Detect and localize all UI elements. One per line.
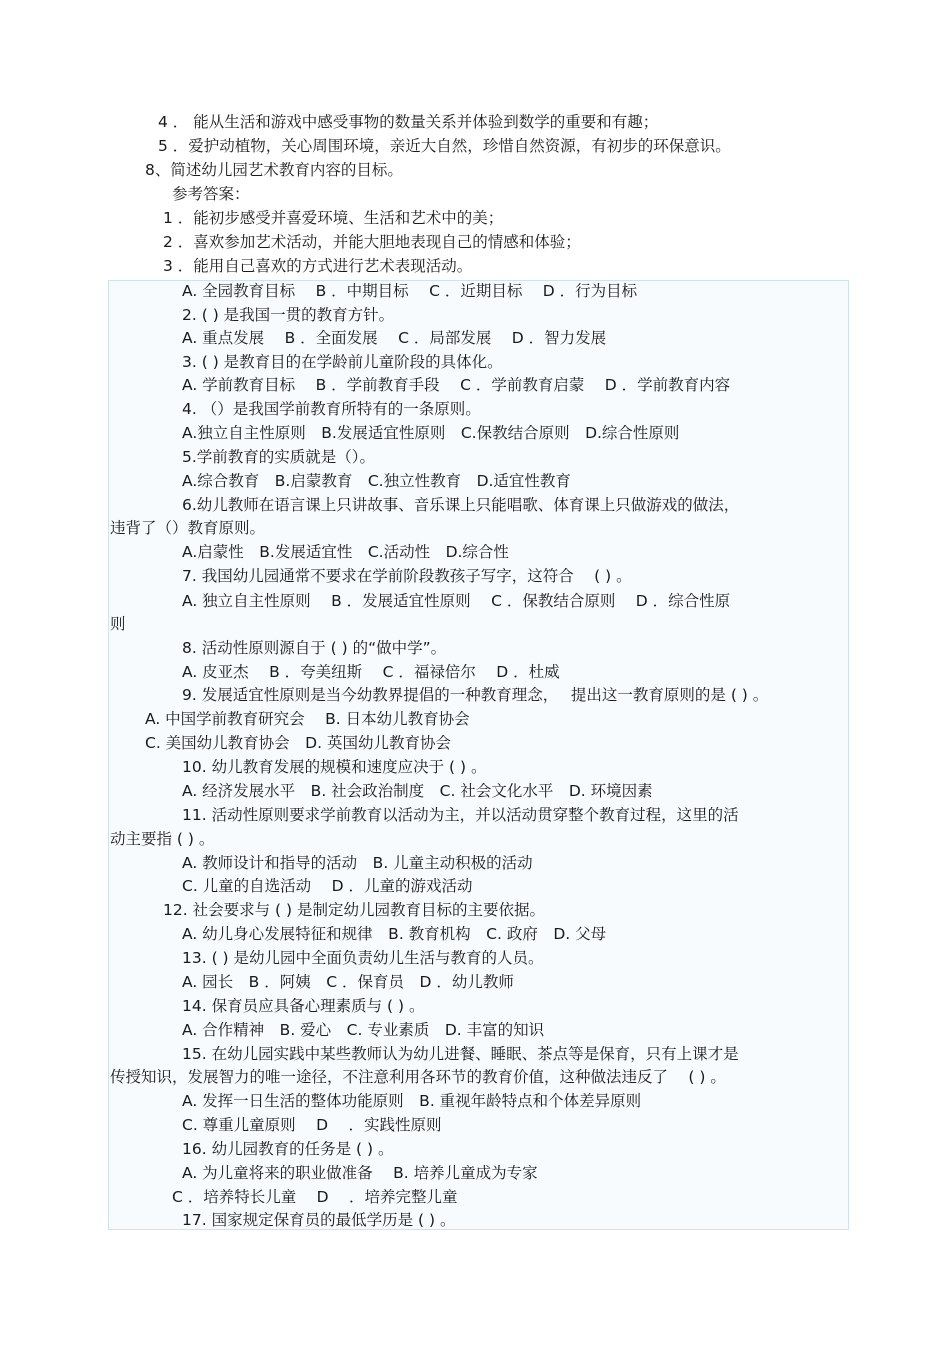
q13-stem: 13. ( ) 是幼儿园中全面负责幼儿生活与教育的人员。 — [182, 949, 544, 967]
answer-line-5: 5 ．爱护动植物，关心周围环境，亲近大自然，珍惜自然资源，有初步的环保意识。 — [158, 137, 731, 155]
q16-stem: 16. 幼儿园教育的任务是 ( ) 。 — [182, 1140, 394, 1158]
q7-stem: 7. 我国幼儿园通常不要求在学前阶段教孩子写字，这符合 ( ) 。 — [182, 567, 632, 585]
q13-options: A. 园长 B ．阿姨 C ．保育员 D ．幼儿教师 — [182, 973, 514, 991]
q10-options: A. 经济发展水平 B. 社会政治制度 C. 社会文化水平 D. 环境因素 — [182, 782, 653, 800]
q1-options: A. 全园教育目标 B ．中期目标 C ．近期目标 D ．行为目标 — [182, 282, 638, 300]
q14-stem: 14. 保育员应具备心理素质与 ( ) 。 — [182, 997, 425, 1015]
q16-options-ab: A. 为儿童将来的职业做准备 B. 培养儿童成为专家 — [182, 1164, 538, 1182]
q11-stem-cont: 动主要指 ( ) 。 — [110, 830, 215, 848]
q4-stem: 4. （）是我国学前教育所特有的一条原则。 — [182, 400, 481, 418]
q3-options: A. 学前教育目标 B ．学前教育手段 C ．学前教育启蒙 D ．学前教育内容 — [182, 376, 731, 394]
q11-stem: 11. 活动性原则要求学前教育以活动为主，并以活动贯穿整个教育过程，这里的活 — [182, 806, 739, 824]
q8-stem: 8. 活动性原则源自于 ( ) 的“做中学”。 — [182, 639, 447, 657]
q6-stem: 6.幼儿教师在语言课上只讲故事、音乐课上只能唱歌、体育课上只做游戏的做法， — [182, 496, 740, 514]
q7-options: A. 独立自主性原则 B ．发展适宜性原则 C ．保教结合原则 D ．综合性原 — [182, 592, 731, 610]
q6-stem-cont: 违背了（）教育原则。 — [110, 519, 266, 537]
answer-item-3: 3 ．能用自己喜欢的方式进行艺术表现活动。 — [163, 257, 473, 275]
q3-stem: 3. ( ) 是教育目的在学龄前儿童阶段的具体化。 — [182, 353, 503, 371]
q4-options: A.独立自主性原则 B.发展适宜性原则 C.保教结合原则 D.综合性原则 — [182, 424, 680, 442]
q11-options-cd: C. 儿童的自选活动 D ．儿童的游戏活动 — [182, 877, 473, 895]
q2-options: A. 重点发展 B ．全面发展 C ．局部发展 D ．智力发展 — [182, 329, 607, 347]
q2-stem: 2. ( ) 是我国一贯的教育方针。 — [182, 306, 395, 324]
q14-options: A. 合作精神 B. 爱心 C. 专业素质 D. 丰富的知识 — [182, 1021, 545, 1039]
q9-options-cd: C. 美国幼儿教育协会 D. 英国幼儿教育协会 — [145, 734, 451, 752]
q8-options: A. 皮亚杰 B ．夸美纽斯 C ．福禄倍尔 D ．杜威 — [182, 663, 560, 681]
q12-stem: 12. 社会要求与 ( ) 是制定幼儿园教育目标的主要依据。 — [163, 901, 545, 919]
q15-stem: 15. 在幼儿园实践中某些教师认为幼儿进餐、睡眠、茶点等是保育，只有上课才是 — [182, 1045, 739, 1063]
q5-stem: 5.学前教育的实质就是（）。 — [182, 448, 376, 466]
answer-item-1: 1 ．能初步感受并喜爱环境、生活和艺术中的美； — [163, 209, 504, 227]
q16-options-cd: C ．培养特长儿童 D ．培养完整儿童 — [172, 1188, 458, 1206]
q6-options: A.启蒙性 B.发展适宜性 C.活动性 D.综合性 — [182, 543, 509, 561]
reference-answer-label: 参考答案： — [172, 185, 250, 203]
q12-options: A. 幼儿身心发展特征和规律 B. 教育机构 C. 政府 D. 父母 — [182, 925, 607, 943]
q5-options: A.综合教育 B.启蒙教育 C.独立性教育 D.适宜性教育 — [182, 472, 571, 490]
q9-stem: 9. 发展适宜性原则是当今幼教界提倡的一种教育理念， 提出这一教育原则的是 ( ) 。 — [182, 686, 769, 704]
q17-stem: 17. 国家规定保育员的最低学历是 ( ) 。 — [182, 1211, 456, 1229]
q15-options-cd: C. 尊重儿童原则 D ．实践性原则 — [182, 1116, 442, 1134]
q11-options-ab: A. 教师设计和指导的活动 B. 儿童主动积极的活动 — [182, 854, 533, 872]
q15-options-ab: A. 发挥一日生活的整体功能原则 B. 重视年龄特点和个体差异原则 — [182, 1092, 642, 1110]
q15-stem-cont: 传授知识，发展智力的唯一途径，不注意利用各环节的教育价值，这种做法违反了 ( ) 。 — [110, 1068, 726, 1086]
q7-options-cont: 则 — [110, 615, 126, 633]
question-8: 8、简述幼儿园艺术教育内容的目标。 — [145, 161, 403, 179]
q9-options-ab: A. 中国学前教育研究会 B. 日本幼儿教育协会 — [145, 710, 470, 728]
answer-item-2: 2 ．喜欢参加艺术活动，并能大胆地表现自己的情感和体验； — [163, 233, 581, 251]
q10-stem: 10. 幼儿教育发展的规模和速度应决于 ( ) 。 — [182, 758, 487, 776]
answer-line-4: 4 ． 能从生活和游戏中感受事物的数量关系并体验到数学的重要和有趣； — [158, 113, 659, 131]
